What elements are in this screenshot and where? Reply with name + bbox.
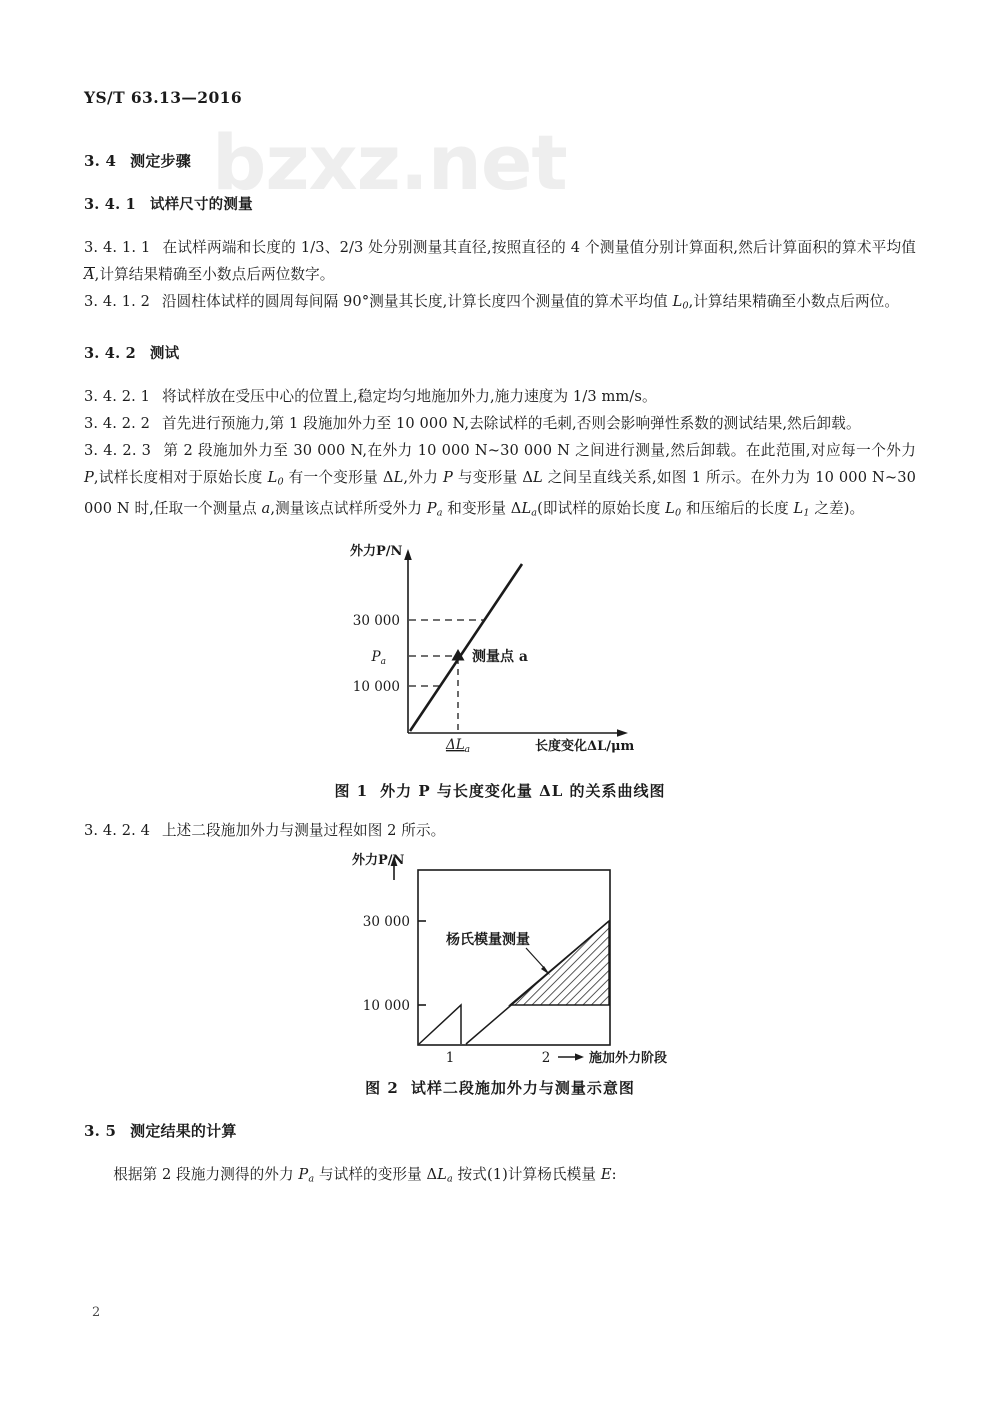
paragraph-3-4-1-2-text-b: ,计算结果精确至小数点后两位。 — [688, 293, 900, 310]
variable-Pa: P — [426, 500, 437, 518]
variable-deltaLa-calc-subscript: a — [446, 1173, 453, 1185]
p3423-t2: ,试样长度相对于原始长度 — [93, 468, 268, 486]
p3423-t9: (即试样的原始长度 — [537, 500, 666, 518]
paragraph-3-4-2-4-number: 3. 4. 2. 4 — [84, 822, 150, 840]
figure-1-y-axis-arrow-icon — [404, 549, 412, 560]
figure-2-annotation-arrow-icon — [541, 966, 550, 975]
paragraph-3-4-2-4 — [84, 817, 916, 844]
variable-deltaLa: L — [521, 500, 532, 518]
variable-E: E — [600, 1166, 612, 1184]
heading-3-4-1-title: 试样尺寸的测量 — [149, 196, 253, 213]
figure-1-ytick-30000: 30 000 — [352, 613, 400, 630]
variable-a: a — [261, 500, 271, 518]
paragraph-3-4-1-2-number: 3. 4. 1. 2 — [84, 293, 150, 310]
paragraph-3-4-2-2-number: 3. 4. 2. 2 — [84, 414, 150, 432]
heading-3-4-1 — [84, 193, 916, 214]
paragraph-3-4-2-2 — [84, 410, 916, 437]
variable-P-2: P — [443, 468, 453, 486]
heading-3-4-title: 测定步骤 — [130, 152, 191, 170]
paragraph-3-4-1-1-text-b: ,计算结果精确至小数点后两位数字。 — [94, 266, 335, 283]
paragraph-3-4-2-4-text: 上述二段施加外力与测量过程如图 2 所示。 — [161, 822, 446, 840]
variable-L0-2: L — [665, 500, 675, 518]
paragraph-3-4-1-2-text-a: 沿圆柱体试样的圆周每间隔 90°测量其长度,计算长度四个测量值的算术平均值 — [161, 293, 673, 310]
variable-area-mean: A — [84, 266, 95, 283]
page-header-standard-code: YS/T 63.13—2016 — [84, 88, 243, 107]
variable-Pa-subscript: a — [436, 508, 443, 520]
paragraph-3-4-2-1 — [84, 383, 916, 410]
variable-L0-2-subscript: 0 — [674, 508, 682, 520]
figure-1 — [84, 541, 916, 801]
p35-t2: 与试样的变形量 Δ — [314, 1166, 438, 1184]
figure-1-x-axis-arrow-icon — [617, 729, 628, 737]
variable-deltaL: L — [393, 468, 404, 486]
paragraph-3-4-1-1-number: 3. 4. 1. 1 — [84, 239, 151, 256]
p3423-t6: 之间呈直线关系,如图 1 所示。在外力为 10 000 N~30 000 N 时,任取一个测量点 — [84, 468, 916, 518]
variable-L-subscript: 0 — [682, 300, 689, 312]
figure-1-ytick-10000: 10 000 — [352, 679, 400, 696]
figure-2-ytick-10000: 10 000 — [362, 998, 410, 1015]
figure-1-data-line — [410, 564, 522, 731]
variable-L1-subscript: 1 — [803, 508, 810, 520]
paragraph-3-4-2-2-text: 首先进行预施力,第 1 段施加外力至 10 000 N,去除试样的毛刺,否则会影响弹性系数的测试结果,然后卸载。 — [161, 414, 861, 432]
paragraph-3-4-2-1-text: 将试样放在受压中心的位置上,稳定均匀地施加外力,施力速度为 1/3 mm/s。 — [161, 387, 657, 405]
heading-3-4-2 — [84, 342, 916, 363]
figure-2-xtick-1: 1 — [445, 1050, 455, 1066]
figure-1-caption — [84, 780, 916, 801]
figure-2-annotation-leader — [526, 948, 546, 970]
p35-t4: : — [611, 1166, 617, 1184]
heading-3-5-number: 3. 5 — [84, 1122, 117, 1141]
figure-2-hatch-label: 杨氏模量测量 — [446, 932, 530, 949]
variable-deltaLa-subscript: a — [531, 508, 538, 520]
variable-P: P — [84, 468, 94, 486]
p3423-t1: 第 2 段施加外力至 30 000 N,在外力 10 000 N~30 000 N 之间进行测量,然后卸载。在此范围,对应每一个外力 — [163, 441, 916, 459]
figure-2-caption-text: 试样二段施加外力与测量示意图 — [410, 1079, 635, 1098]
variable-L0: L — [267, 468, 278, 486]
heading-3-4 — [84, 150, 916, 171]
figure-2-x-axis-label: 施加外力阶段 — [589, 1051, 668, 1066]
heading-3-4-1-number: 3. 4. 1 — [84, 196, 136, 213]
figure-2-xtick-2: 2 — [541, 1050, 551, 1066]
p35-t3: 按式(1)计算杨氏模量 — [452, 1166, 601, 1184]
p3423-t5: 与变形量 Δ — [452, 468, 534, 486]
figure-2-stage1-ramp — [419, 1005, 461, 1044]
heading-3-4-2-number: 3. 4. 2 — [84, 344, 136, 362]
p3423-t10: 和压缩后的长度 — [681, 500, 794, 518]
variable-Pa-calc-subscript: a — [308, 1173, 315, 1185]
figure-1-x-axis-label: 长度变化ΔL/μm — [535, 739, 635, 755]
p3423-t11: 之差)。 — [809, 500, 865, 518]
figure-1-svg — [330, 541, 670, 766]
figure-2-ytick-30000: 30 000 — [362, 914, 410, 931]
page-content — [84, 150, 916, 1193]
heading-3-5-title: 测定结果的计算 — [130, 1122, 237, 1141]
paragraph-3-4-1-1 — [84, 234, 916, 288]
figure-2-graphic — [84, 850, 916, 1065]
paragraph-3-4-1-2 — [84, 288, 916, 320]
page-number: 2 — [92, 1305, 101, 1320]
figure-2-caption-number: 图 2 — [365, 1079, 399, 1098]
figure-1-graphic — [84, 541, 916, 766]
figure-2-caption — [84, 1077, 916, 1098]
heading-3-5 — [84, 1120, 916, 1141]
variable-deltaLa-calc: L — [437, 1166, 447, 1184]
figure-1-y-axis-label: 外力P/N — [350, 544, 403, 560]
p3423-t7: ,测量该点试样所受外力 — [270, 500, 427, 518]
figure-2-x-axis-direction-arrow-icon — [575, 1053, 584, 1060]
figure-1-label-deltaLa: ΔLa — [445, 737, 471, 756]
figure-2 — [84, 850, 916, 1098]
watermark-text: bzxz.net — [212, 118, 567, 207]
figure-1-caption-number: 图 1 — [334, 782, 369, 801]
heading-3-4-2-title: 测试 — [149, 344, 180, 362]
figure-1-label-Pa: Pa — [371, 649, 386, 668]
figure-1-annotation-measurement-point: 测量点 a — [472, 649, 528, 666]
p3423-t8: 和变形量 Δ — [442, 500, 522, 518]
p35-t1: 根据第 2 段施力测得的外力 — [113, 1166, 299, 1184]
paragraph-3-5-body — [84, 1161, 916, 1193]
p3423-t4: ,外力 — [403, 468, 444, 486]
p3423-t3: 有一个变形量 Δ — [283, 468, 394, 486]
variable-L0-subscript: 0 — [277, 476, 284, 488]
figure-2-y-axis-label: 外力P/N — [352, 853, 405, 869]
variable-Pa-calc: P — [298, 1166, 309, 1184]
figure-1-caption-text: 外力 P 与长度变化量 ΔL 的关系曲线图 — [380, 782, 666, 801]
variable-L: L — [672, 293, 683, 310]
paragraph-3-4-1-1-text-a: 在试样两端和长度的 1/3、2/3 处分别测量其直径,按照直径的 4 个测量值分别计算面积,然后计算面积的算术平均值 — [162, 239, 916, 256]
heading-3-4-number: 3. 4 — [84, 152, 117, 170]
paragraph-3-4-2-3 — [84, 437, 916, 527]
variable-deltaL-2: L — [533, 468, 543, 486]
paragraph-3-4-2-1-number: 3. 4. 2. 1 — [84, 387, 150, 405]
paragraph-3-4-2-3-number: 3. 4. 2. 3 — [84, 441, 152, 459]
figure-2-svg — [330, 850, 670, 1065]
variable-L1: L — [793, 500, 804, 518]
